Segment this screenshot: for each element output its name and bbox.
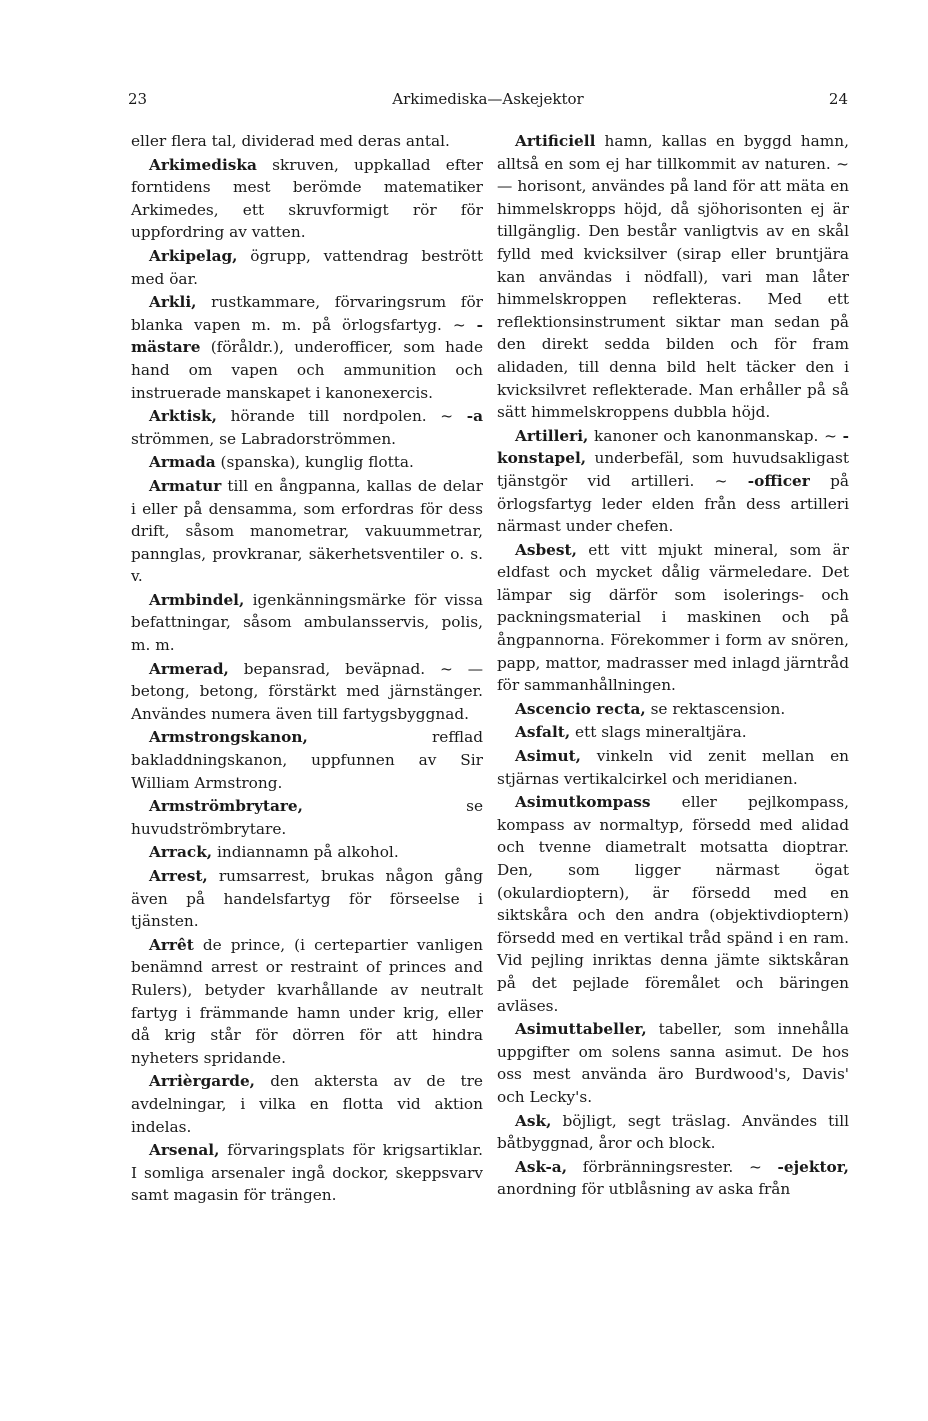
entry-headword: Armstrongskanon, (149, 728, 308, 747)
dictionary-entry (497, 425, 849, 538)
dictionary-entry (497, 130, 849, 424)
entry-text: (föråldr.), underofficer, som hade hand om vapen och ammunition och instruerade manskapet i kanonexercis. (131, 338, 483, 402)
entry-text: ett slags mineraltjära. (570, 723, 747, 742)
entry-headword: Ascencio recta, (515, 699, 646, 718)
dictionary-entry (497, 698, 849, 721)
entry-subheadword: -mästare (131, 315, 483, 357)
entry-text: till en ångpanna, kallas de delar i eller på densamma, som erfordras för dess drift, såsom manometrar, vakuummetrar, pannglas, provkranar, säkerhetsventiler o. s. v. (131, 476, 483, 586)
entry-text: på örlogsfartyg leder elden från dess artilleri närmast under chefen. (497, 471, 849, 536)
entry-text: strömmen, se Labradorströmmen. (131, 429, 397, 448)
entry-headword: Arkli, (149, 293, 197, 312)
entry-headword: Artificiell (515, 132, 596, 150)
dictionary-entry (497, 791, 849, 1017)
dictionary-entry (131, 841, 483, 864)
page-number-left: 23 (128, 90, 148, 108)
entry-text: eller pejlkompass, kompass av normaltyp, försedd med alidad och tvenne diametralt motsatta dioptrar. Den, som ligger närmast ögat (okulardioptern), är försedd med en siktskåra och den andra (objektivdioptern) försedd med en vertikal tråd spänd i en ram. Vid pejling inriktas denna jämte siktskåran på det pejlade föremålet och bäringen avläses. (497, 793, 849, 1015)
dictionary-entry (497, 745, 849, 790)
entry-text: eller flera tal, dividerad med deras antal. (131, 132, 450, 150)
dictionary-entry (131, 405, 483, 450)
entry-headword: Armada (149, 453, 216, 472)
page-header (128, 86, 848, 112)
entry-headword: Artilleri, (515, 426, 589, 445)
dictionary-entry (131, 726, 483, 794)
entry-headword: Ask-a, (515, 1157, 568, 1176)
entry-text: hamn, kallas en byggd hamn, alltså en som ej har tillkommit av naturen. ~ — horisont, användes på land för att mäta en himmelskropps höjd, då sjöhorisonten ej är tillgänglig. Den består vanligtvis av en skål fylld med kvicksilver (sirap eller bruntjära kan användas i nödfall), vari man låter himmelskroppen reflekteras. Med ett reflektionsinstrument siktar man sedan på den direkt sedda bilden och för fram alidaden, till denna bild helt täcker den i kvicksilvret reflekterade. Man erhåller på så sätt himmelskroppens dubbla höjd. (497, 132, 849, 422)
entry-headword: Armatur (149, 476, 222, 495)
entry-headword: Asbest, (515, 540, 577, 559)
entry-text: förvaringsplats för krigsartiklar. I somliga arsenaler ingå dockor, skeppsvarv samt magasin för trängen. (131, 1141, 483, 1205)
entry-text: (spanska), kunglig flotta. (215, 453, 414, 472)
entry-text: den aktersta av de tre avdelningar, i vilka en flotta vid aktion indelas. (131, 1072, 483, 1136)
dictionary-entry (131, 934, 483, 1070)
entry-text: hörande till nordpolen. ~ (216, 407, 467, 426)
entry-text: tabeller, som innehålla uppgifter om solens sanna asimut. De hos oss mest använda äro Burdwood's, Davis' och Lecky's. (497, 1020, 849, 1106)
running-head: Arkimediska—Askejektor (392, 90, 584, 108)
dictionary-entry (131, 865, 483, 933)
dictionary-entry (131, 795, 483, 840)
dictionary-entry (131, 245, 483, 290)
entry-text: refflad bakladdningskanon, uppfunnen av Sir William Armstrong. (131, 728, 483, 792)
entry-subheadword: -ejektor, (777, 1157, 849, 1176)
entry-text: böjligt, segt träslag. Användes till båtbyggnad, åror och block. (497, 1111, 849, 1153)
dictionary-entry (131, 451, 483, 474)
dictionary-entry (131, 291, 483, 404)
left-column (131, 130, 483, 1208)
entry-text: förbränningsrester. ~ (567, 1157, 778, 1176)
entry-headword: Arkipelag, (149, 246, 238, 265)
entry-headword: Arrack, (149, 843, 213, 862)
entry-text: bepansrad, beväpnad. ~ — betong, betong, förstärkt med järnstänger. Användes numera även till fartygsbyggnad. (131, 659, 483, 723)
entry-text: indiannamn på alkohol. (212, 843, 399, 862)
dictionary-entry (131, 658, 483, 726)
entry-headword: Asimutkompass (515, 793, 651, 812)
dictionary-entry (131, 475, 483, 588)
dictionary-entry (131, 1070, 483, 1138)
entry-headword: Armbindel, (149, 590, 245, 609)
entry-subheadword: -konstapel, (497, 426, 849, 468)
entry-headword: Arsenal, (149, 1141, 220, 1160)
entry-headword: Asfalt, (515, 723, 571, 742)
entry-text: ögrupp, vattendrag bestrött med öar. (131, 246, 483, 288)
entry-text: rustkammare, förvaringsrum för blanka vapen m. m. på örlogsfartyg. ~ (131, 293, 483, 334)
right-column (497, 130, 849, 1202)
page-number-right: 24 (828, 90, 848, 108)
entry-headword: Armerad, (149, 659, 229, 678)
dictionary-entry (131, 589, 483, 657)
entry-text: rumsarrest, brukas någon gång även på handelsfartyg för förseelse i tjänsten. (131, 867, 483, 931)
entry-headword: Arrêt (149, 935, 194, 954)
entry-headword: Arkimediska (149, 155, 257, 174)
entry-text: skruven, uppkallad efter forntidens mest berömde matematiker Arkimedes, ett skruvformigt rör för uppfordring av vatten. (131, 155, 483, 242)
entry-text: underbefäl, som huvudsakligast tjänstgör vid artilleri. ~ (497, 449, 849, 490)
entry-text: igenkänningsmärke för vissa befattningar, såsom ambulansservis, polis, m. m. (131, 590, 483, 655)
entry-text: vinkeln vid zenit mellan en stjärnas vertikalcirkel och meridianen. (497, 747, 849, 788)
entry-headword: Arrest, (149, 867, 208, 885)
entry-text: kanoner och kanonmanskap. ~ (588, 426, 843, 445)
dictionary-entry (131, 1139, 483, 1207)
dictionary-entry (131, 130, 483, 153)
entry-headword: Armströmbrytare, (149, 797, 303, 816)
entry-text: de prince, (i certepartier vanligen benämnd arrest or restraint of princes and Rulers), betyder kvarhållande av neutralt fartyg i främmande hamn under krig, eller då krig står för dörren för att hindra nyheters spridande. (131, 935, 483, 1067)
entry-headword: Arktisk, (149, 407, 217, 426)
dictionary-entry (497, 1018, 849, 1108)
entry-headword: Asimuttabeller, (515, 1020, 647, 1039)
dictionary-entry (497, 1110, 849, 1155)
dictionary-entry (497, 1156, 849, 1201)
entry-text: se huvudströmbrytare. (131, 797, 483, 838)
entry-headword: Asimut, (515, 747, 581, 766)
dictionary-entry (497, 539, 849, 697)
entry-headword: Ask, (515, 1111, 552, 1130)
dictionary-entry (497, 721, 849, 744)
dictionary-entry (131, 154, 483, 244)
entry-text: ett vitt mjukt mineral, som är eldfast och mycket dålig värmeledare. Det lämpar sig därför som isolerings- och packningsmaterial i maskinen och på ångpannorna. Förekommer i form av snören, papp, mattor, madrasser med inlagd järntråd för sammanhållningen. (497, 540, 849, 695)
entry-text: se rektascension. (645, 699, 786, 718)
entry-subheadword: -a (466, 407, 483, 426)
entry-subheadword: -officer (747, 471, 810, 490)
entry-text: anordning för utblåsning av aska från (497, 1180, 791, 1199)
entry-headword: Arrièrgarde, (149, 1072, 256, 1091)
